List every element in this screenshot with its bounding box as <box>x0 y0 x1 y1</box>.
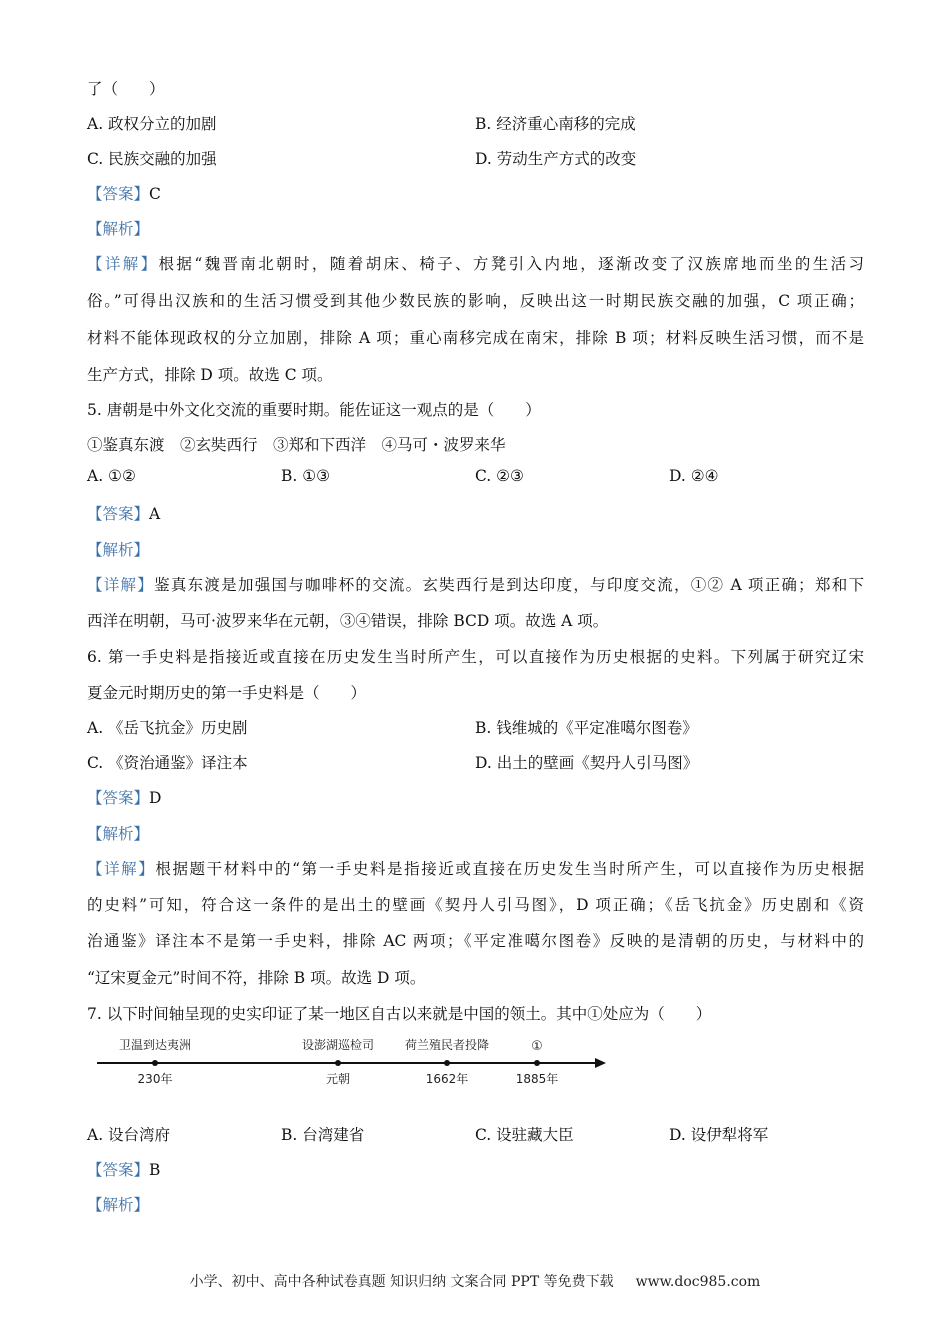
q6-option-c: C. 《资治通鉴》译注本 <box>87 754 248 772</box>
answer-value: C <box>149 185 161 203</box>
timeline-date-4: 1885年 <box>515 1072 559 1086</box>
footer-url[interactable]: www.doc985.com <box>635 1274 761 1290</box>
timeline-date-1: 230年 <box>137 1072 173 1086</box>
detail-tag: 【详解】 <box>87 576 155 594</box>
q5-answer <box>87 502 160 524</box>
q4-detail-line-3: 材料不能体现政权的分立加剧，排除 A 项；重心南移完成在南宋，排除 B 项；材料反映生活习惯，而不是 <box>87 329 864 347</box>
q4-detail-line-1 <box>87 252 864 274</box>
q4-stem-tail: 了（ ） <box>87 80 165 98</box>
q5-stem: 5. 唐朝是中外文化交流的重要时期。能佐证这一观点的是（ ） <box>87 401 541 419</box>
q5-option-c: C. ②③ <box>475 467 524 485</box>
q5-option-b: B. ①③ <box>281 467 331 485</box>
q5-detail-line-1 <box>87 573 864 595</box>
answer-tag: 【答案】 <box>87 185 150 203</box>
detail-tag: 【详解】 <box>87 255 159 273</box>
timeline-point-1 <box>152 1060 158 1066</box>
q7-option-a: A. 设台湾府 <box>87 1126 171 1144</box>
q4-detail-line-4: 生产方式，排除 D 项。故选 C 项。 <box>87 366 333 384</box>
q4-option-d: D. 劳动生产方式的改变 <box>475 150 637 168</box>
q6-option-b: B. 钱维城的《平定准噶尔图卷》 <box>475 719 698 737</box>
timeline-event-1: 卫温到达夷洲 <box>118 1038 192 1052</box>
q4-analysis-tag: 【解析】 <box>87 220 150 238</box>
answer-tag: 【答案】 <box>87 505 150 523</box>
timeline-point-2 <box>335 1060 341 1066</box>
q6-detail-line-4: “辽宋夏金元”时间不符，排除 B 项。故选 D 项。 <box>87 969 426 987</box>
detail-tag: 【详解】 <box>87 860 156 878</box>
q7-analysis-tag: 【解析】 <box>87 1196 150 1214</box>
detail-text: 根据题干材料中的“第一手史料是指接近或直接在历史发生当时所产生，可以直接作为历史根据 <box>155 860 864 878</box>
q5-items: ①鉴真东渡 ②玄奘西行 ③郑和下西洋 ④马可・波罗来华 <box>87 436 506 454</box>
q6-detail-line-3: 治通鉴》译注本不是第一手史料，排除 AC 两项；《平定准噶尔图卷》反映的是清朝的历史，与材料中的 <box>87 932 864 950</box>
q6-option-d: D. 出土的壁画《契丹人引马图》 <box>475 754 699 772</box>
timeline-event-3: 荷兰殖民者投降 <box>404 1038 490 1052</box>
timeline-date-3: 1662年 <box>425 1072 469 1086</box>
timeline-event-2: 设澎湖巡检司 <box>301 1038 375 1052</box>
q6-answer <box>87 786 161 808</box>
answer-value: A <box>149 505 161 523</box>
timeline-event-4: ① <box>531 1039 543 1054</box>
q5-option-a: A. ①② <box>87 467 136 485</box>
q7-answer <box>87 1158 160 1180</box>
q6-stem-line-1: 6. 第一手史料是指接近或直接在历史发生当时所产生，可以直接作为历史根据的史料。下列属于研究辽宋 <box>87 648 864 666</box>
page-footer <box>0 1271 950 1291</box>
timeline-date-2: 元朝 <box>325 1072 351 1086</box>
footer-text: 小学、初中、高中各种试卷真题 知识归纳 文案合同 PPT 等免费下载 <box>189 1274 614 1290</box>
q4-option-a: A. 政权分立的加剧 <box>87 115 217 133</box>
q4-option-b: B. 经济重心南移的完成 <box>475 115 636 133</box>
q7-option-b: B. 台湾建省 <box>281 1126 365 1144</box>
q6-detail-line-2: 的史料”可知，符合这一条件的是出土的壁画《契丹人引马图》，D 项正确；《岳飞抗金》历史剧和《资 <box>87 896 864 914</box>
q6-detail-line-1 <box>87 857 864 879</box>
q7-option-d: D. 设伊犁将军 <box>669 1126 769 1144</box>
q5-option-d: D. ②④ <box>669 467 719 485</box>
q7-stem: 7. 以下时间轴呈现的史实印证了某一地区自古以来就是中国的领土。其中①处应为（ ） <box>87 1005 712 1023</box>
q4-detail-line-2: 俗。”可得出汉族和的生活习惯受到其他少数民族的影响，反映出这一时期民族交融的加强，C 项正确； <box>87 292 864 310</box>
timeline-arrowhead <box>595 1058 606 1068</box>
detail-text: 鉴真东渡是加强国与咖啡杯的交流。玄奘西行是到达印度，与印度交流，①② A 项正确；郑和下 <box>154 576 864 594</box>
q7-option-c: C. 设驻藏大臣 <box>475 1126 574 1144</box>
answer-tag: 【答案】 <box>87 1161 150 1179</box>
timeline-point-3 <box>444 1060 450 1066</box>
q4-option-c: C. 民族交融的加强 <box>87 150 217 168</box>
q5-analysis-tag: 【解析】 <box>87 541 150 559</box>
detail-text: 根据“魏晋南北朝时，随着胡床、椅子、方凳引入内地，逐渐改变了汉族席地而坐的生活习 <box>158 255 864 273</box>
answer-tag: 【答案】 <box>87 789 150 807</box>
q6-stem-line-2: 夏金元时期历史的第一手史料是（ ） <box>87 684 367 702</box>
timeline-point-4 <box>534 1060 540 1066</box>
answer-value: B <box>149 1161 161 1179</box>
q7-timeline <box>95 1035 610 1095</box>
q6-option-a: A. 《岳飞抗金》历史剧 <box>87 719 248 737</box>
q5-detail-line-2: 西洋在明朝，马可·波罗来华在元朝，③④错误，排除 BCD 项。故选 A 项。 <box>87 612 609 630</box>
q4-answer <box>87 182 161 204</box>
answer-value: D <box>149 789 162 807</box>
q6-analysis-tag: 【解析】 <box>87 825 150 843</box>
